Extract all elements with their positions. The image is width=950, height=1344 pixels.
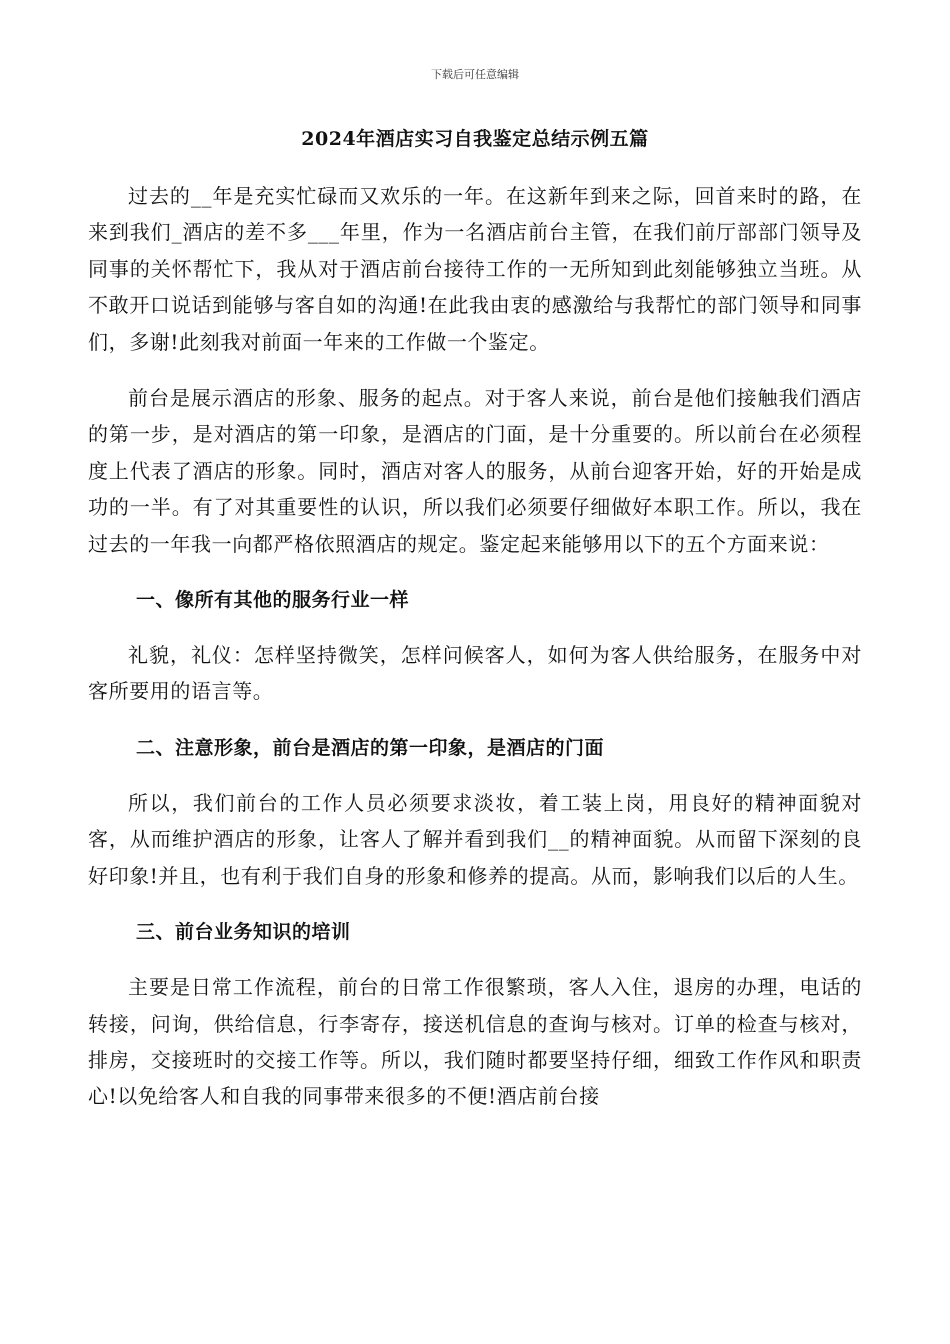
- paragraph-training: 主要是日常工作流程，前台的日常工作很繁琐，客人入住，退房的办理，电话的转接，问询，供给信息，行李寄存，接送机信息的查询与核对。订单的检查与核对，排房，交接班时的交接工作等。所以，我们随时都要坚持仔细，细致工作作风和职责心!以免给客人和自我的同事带来很多的不便!酒店前台接: [88, 975, 862, 1109]
- document-body: [88, 178, 862, 1135]
- paragraph-image: 所以，我们前台的工作人员必须要求淡妆，着工装上岗，用良好的精神面貌对客，从而维护酒店的形象，让客人了解并看到我们__的精神面貌。从而留下深刻的良好印象!并且，也有利于我们自身的形象和修养的提高。从而，影响我们以后的人生。: [88, 790, 862, 888]
- paragraph-intro: 过去的__年是充实忙碌而又欢乐的一年。在这新年到来之际，回首来时的路，在来到我们_酒店的差不多___年里，作为一名酒店前台主管，在我们前厅部部门领导及同事的关怀帮忙下，我从对于酒店前台接待工作的一无所知到此刻能够独立当班。从不敢开口说话到能够与客自如的沟通!在此我由衷的感激给与我帮忙的部门领导和同事们，多谢!此刻我对前面一年来的工作做一个鉴定。: [88, 184, 862, 354]
- section-heading-3: 三、前台业务知识的培训: [136, 921, 351, 944]
- header-note: 下载后可任意编辑: [431, 68, 519, 81]
- section-heading-1: 一、像所有其他的服务行业一样: [136, 589, 410, 612]
- paragraph-front-desk-role: 前台是展示酒店的形象、服务的起点。对于客人来说，前台是他们接触我们酒店的第一步，是对酒店的第一印象，是酒店的门面，是十分重要的。所以前台在必须程度上代表了酒店的形象。同时，酒店对客人的服务，从前台迎客开始，好的开始是成功的一半。有了对其重要性的认识，所以我们必须要仔细做好本职工作。所以，我在过去的一年我一向都严格依照酒店的规定。鉴定起来能够用以下的五个方面来说：: [88, 386, 862, 556]
- document-title: 2024年酒店实习自我鉴定总结示例五篇: [301, 128, 649, 150]
- paragraph-etiquette: 礼貌，礼仪：怎样坚持微笑，怎样问候客人，如何为客人供给服务，在服务中对客所要用的语言等。: [88, 643, 862, 704]
- section-heading-2: 二、注意形象，前台是酒店的第一印象，是酒店的门面: [136, 736, 605, 759]
